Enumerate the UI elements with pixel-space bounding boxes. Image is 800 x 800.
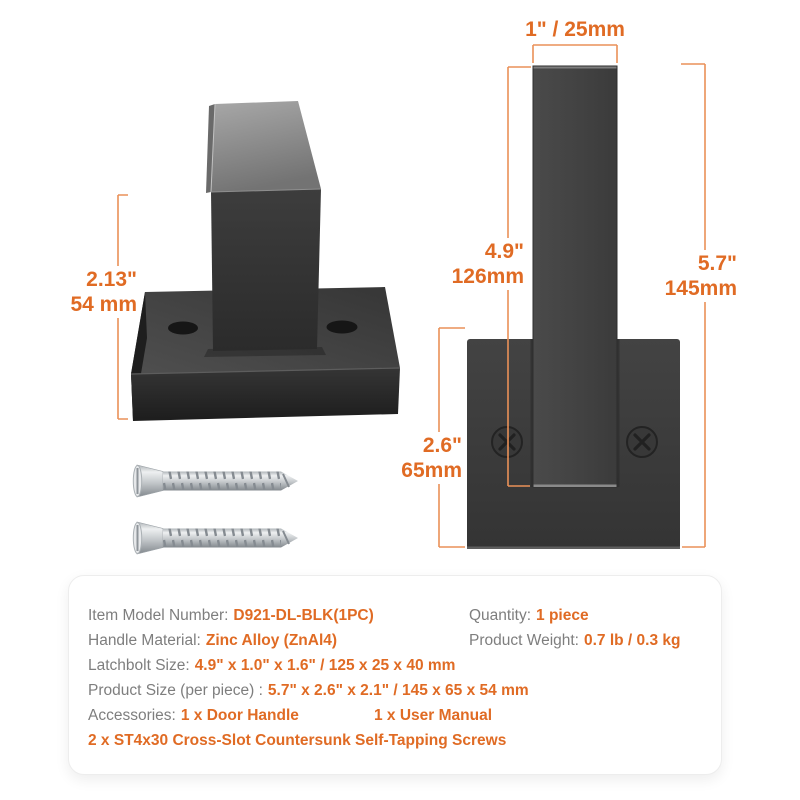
spec-value-accessory-1: 1 x Door Handle	[180, 707, 299, 724]
dimension-depth-label	[36, 266, 139, 318]
spec-row-screws	[88, 728, 721, 753]
spec-col2-quantity	[469, 603, 589, 628]
handle-3d-view	[131, 101, 400, 421]
spec-value-screws: 2 x ST4x30 Cross-Slot Countersunk Self-Tapping Screws	[88, 732, 507, 749]
dimension-overall-inch: 5.7"	[697, 252, 737, 275]
spec-panel	[68, 575, 722, 775]
spec-label-material: Handle Material:	[88, 632, 201, 649]
spec-label-weight: Product Weight:	[469, 632, 579, 649]
handle-front-view	[467, 66, 680, 549]
spec-row-latchbolt	[88, 653, 721, 678]
dimension-overall-label	[631, 250, 739, 302]
spec-row-model-quantity	[88, 603, 721, 628]
dimension-width-bracket	[533, 45, 617, 63]
spec-value-product-size: 5.7" x 2.6" x 2.1" / 145 x 65 x 54 mm	[267, 682, 529, 699]
screws-illustration	[133, 465, 298, 554]
dimension-overall-bracket	[681, 64, 705, 547]
spec-row-product-size	[88, 678, 721, 703]
spec-label-quantity: Quantity:	[469, 607, 532, 624]
spec-col2-weight	[469, 628, 681, 653]
spec-value-latchbolt: 4.9" x 1.0" x 1.6" / 125 x 25 x 40 mm	[194, 657, 456, 674]
dimension-overall-mm: 145mm	[664, 277, 737, 300]
spec-row-accessories	[88, 703, 721, 728]
dimension-plate-inch: 2.6"	[422, 434, 462, 457]
spec-label-model: Item Model Number:	[88, 607, 229, 624]
spec-value-weight: 0.7 lb / 0.3 kg	[584, 632, 681, 649]
spec-value-quantity: 1 piece	[536, 607, 589, 624]
spec-label-product-size: Product Size (per piece) :	[88, 682, 263, 699]
dimension-grip-mm: 126mm	[451, 265, 524, 288]
dimension-plate-label	[368, 432, 464, 484]
spec-label-accessories: Accessories:	[88, 707, 176, 724]
spec-label-latchbolt: Latchbolt Size:	[88, 657, 190, 674]
spec-value-model: D921-DL-BLK(1PC)	[233, 607, 374, 624]
dimension-grip-label	[418, 238, 526, 290]
spec-value-accessory-2: 1 x User Manual	[374, 707, 493, 724]
spec-row-material-weight	[88, 628, 721, 653]
dimension-grip-inch: 4.9"	[484, 240, 524, 263]
dimension-width-label: 1" / 25mm	[491, 16, 659, 43]
dimension-depth-mm: 54 mm	[70, 293, 137, 316]
dimension-depth-inch: 2.13"	[86, 268, 137, 291]
dimension-plate-mm: 65mm	[401, 459, 462, 482]
spec-value-material: Zinc Alloy (ZnAl4)	[205, 632, 338, 649]
